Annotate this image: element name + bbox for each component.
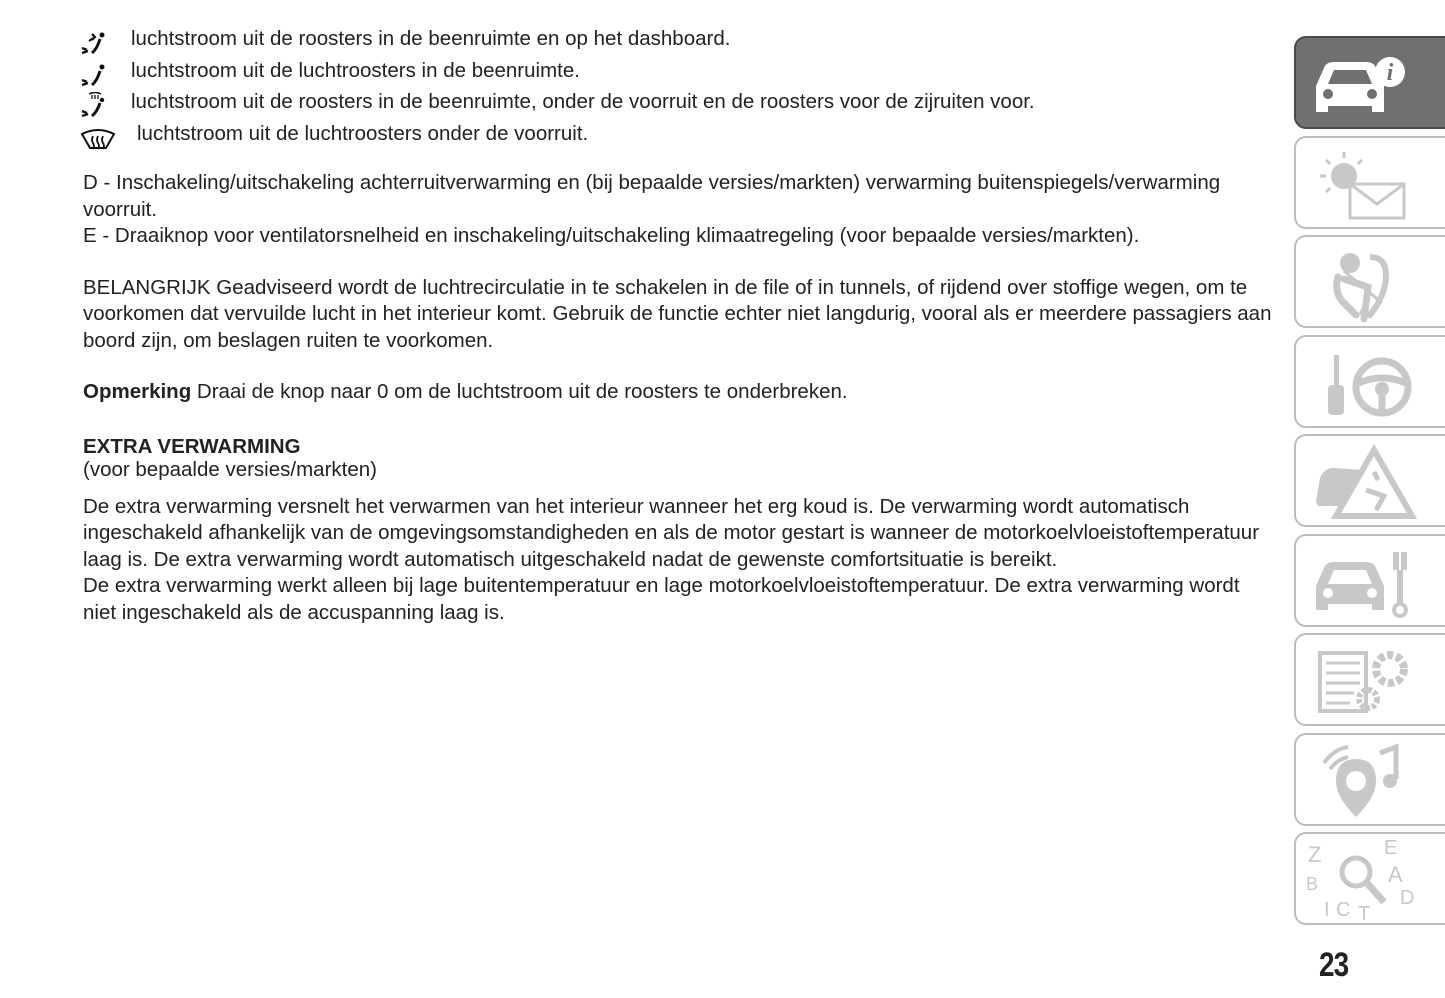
- airflow-text: luchtstroom uit de luchtroosters in de beenruimte.: [131, 58, 580, 82]
- airflow-row-feet-windscreen: [83, 89, 1278, 121]
- feet-airflow-icon: [80, 61, 108, 89]
- remark-text: Draai de knop naar 0 om de luchtstroom uit de roosters te onderbreken.: [191, 380, 848, 403]
- tab-safety[interactable]: [1294, 235, 1445, 328]
- airflow-row-feet: [83, 58, 1278, 90]
- airflow-text: luchtstroom uit de roosters in de beenruimte, onder de voorruit en de roosters voor de zijruiten voor.: [131, 90, 1035, 113]
- section-subtitle: (voor bepaalde versies/markten): [83, 457, 377, 481]
- section-paragraph-2: De extra verwarming werkt alleen bij lage buitentemperatuur en lage motorkoelvloeistoftemperatuur. De extra verwarming wordt niet ingeschakeld als de accuspanning laag is.: [83, 574, 1240, 624]
- multimedia-icon: [1304, 739, 1424, 821]
- chapter-tabs: [1294, 36, 1445, 932]
- item-e: E - Draaiknop voor ventilatorsnelheid en inschakeling/uitschakeling klimaatregeling (voor bepaalde versies/markten).: [83, 224, 1140, 247]
- index-letter: B: [1306, 874, 1319, 894]
- item-d: D - Inschakeling/uitschakeling achterruitverwarming en (bij bepaalde versies/markten) verwarming buitenspiegels/verwarming voorruit.: [83, 171, 1221, 221]
- index-letter: T: [1358, 903, 1371, 920]
- airflow-row-windscreen: [83, 121, 1278, 153]
- tab-multimedia[interactable]: [1294, 733, 1445, 826]
- remark-label: Opmerking: [83, 380, 192, 403]
- feet-dashboard-airflow-icon: [80, 29, 108, 57]
- starting-driving-icon: [1304, 341, 1424, 423]
- tab-maintenance[interactable]: [1294, 534, 1445, 627]
- section-paragraph-1: De extra verwarming versnelt het verwarmen van het interieur wanneer het erg koud is. De verwarming wordt automatisch ingeschakeld afhankelijk van de omgevingsomstandigheden en als de motor gestart is wanneer de motorkoelvloeistoftemperatuur laag is. De extra verwarming wordt automatisch uitgeschakeld nadat de gewenste comfortsituatie is bereikt.: [83, 494, 1260, 571]
- windscreen-defrost-icon: [80, 124, 116, 152]
- tab-warning-lights[interactable]: [1294, 136, 1445, 229]
- remark: [83, 379, 1278, 406]
- safety-airbag-icon: [1304, 241, 1424, 323]
- index-icon: [1304, 838, 1424, 920]
- car-info-icon: [1304, 42, 1424, 124]
- airflow-text: luchtstroom uit de roosters in de beenruimte en op het dashboard.: [131, 27, 731, 50]
- important-note: BELANGRIJK Geadviseerd wordt de luchtrecirculatie in te schakelen in de file of in tunnels, of rijdend over stoffige wegen, om te voorkomen dat vervuilde lucht in het interieur komt. Gebruik de functie echter niet langdurig, vooral als er meerdere passagiers aan boord zijn, om beslagen ruiten te voorkomen.: [83, 275, 1272, 352]
- index-letter: A: [1388, 862, 1403, 887]
- tab-technical-data[interactable]: [1294, 633, 1445, 726]
- index-letter: E: [1384, 838, 1398, 859]
- index-letter: Z: [1308, 842, 1322, 867]
- airflow-row-feet-dashboard: [83, 26, 1278, 58]
- index-letter: I: [1324, 899, 1330, 920]
- tab-index[interactable]: [1294, 832, 1445, 925]
- main-content: [83, 26, 1278, 626]
- tab-emergency[interactable]: [1294, 434, 1445, 527]
- airflow-text: luchtstroom uit de luchtroosters onder de voorruit.: [137, 121, 589, 145]
- maintenance-icon: [1304, 540, 1424, 622]
- tab-starting-driving[interactable]: [1294, 335, 1445, 428]
- svg-text:i: i: [1386, 60, 1394, 86]
- technical-data-icon: [1304, 639, 1424, 721]
- index-letter: D: [1400, 887, 1415, 909]
- emergency-icon: [1304, 440, 1424, 522]
- section-title: EXTRA VERWARMING: [83, 434, 301, 458]
- warning-lights-messages-icon: [1304, 142, 1424, 224]
- page-number: 23: [1319, 946, 1349, 984]
- feet-windscreen-airflow-icon: [80, 92, 108, 120]
- tab-dashboard[interactable]: [1294, 36, 1445, 129]
- index-letter: C: [1336, 899, 1351, 920]
